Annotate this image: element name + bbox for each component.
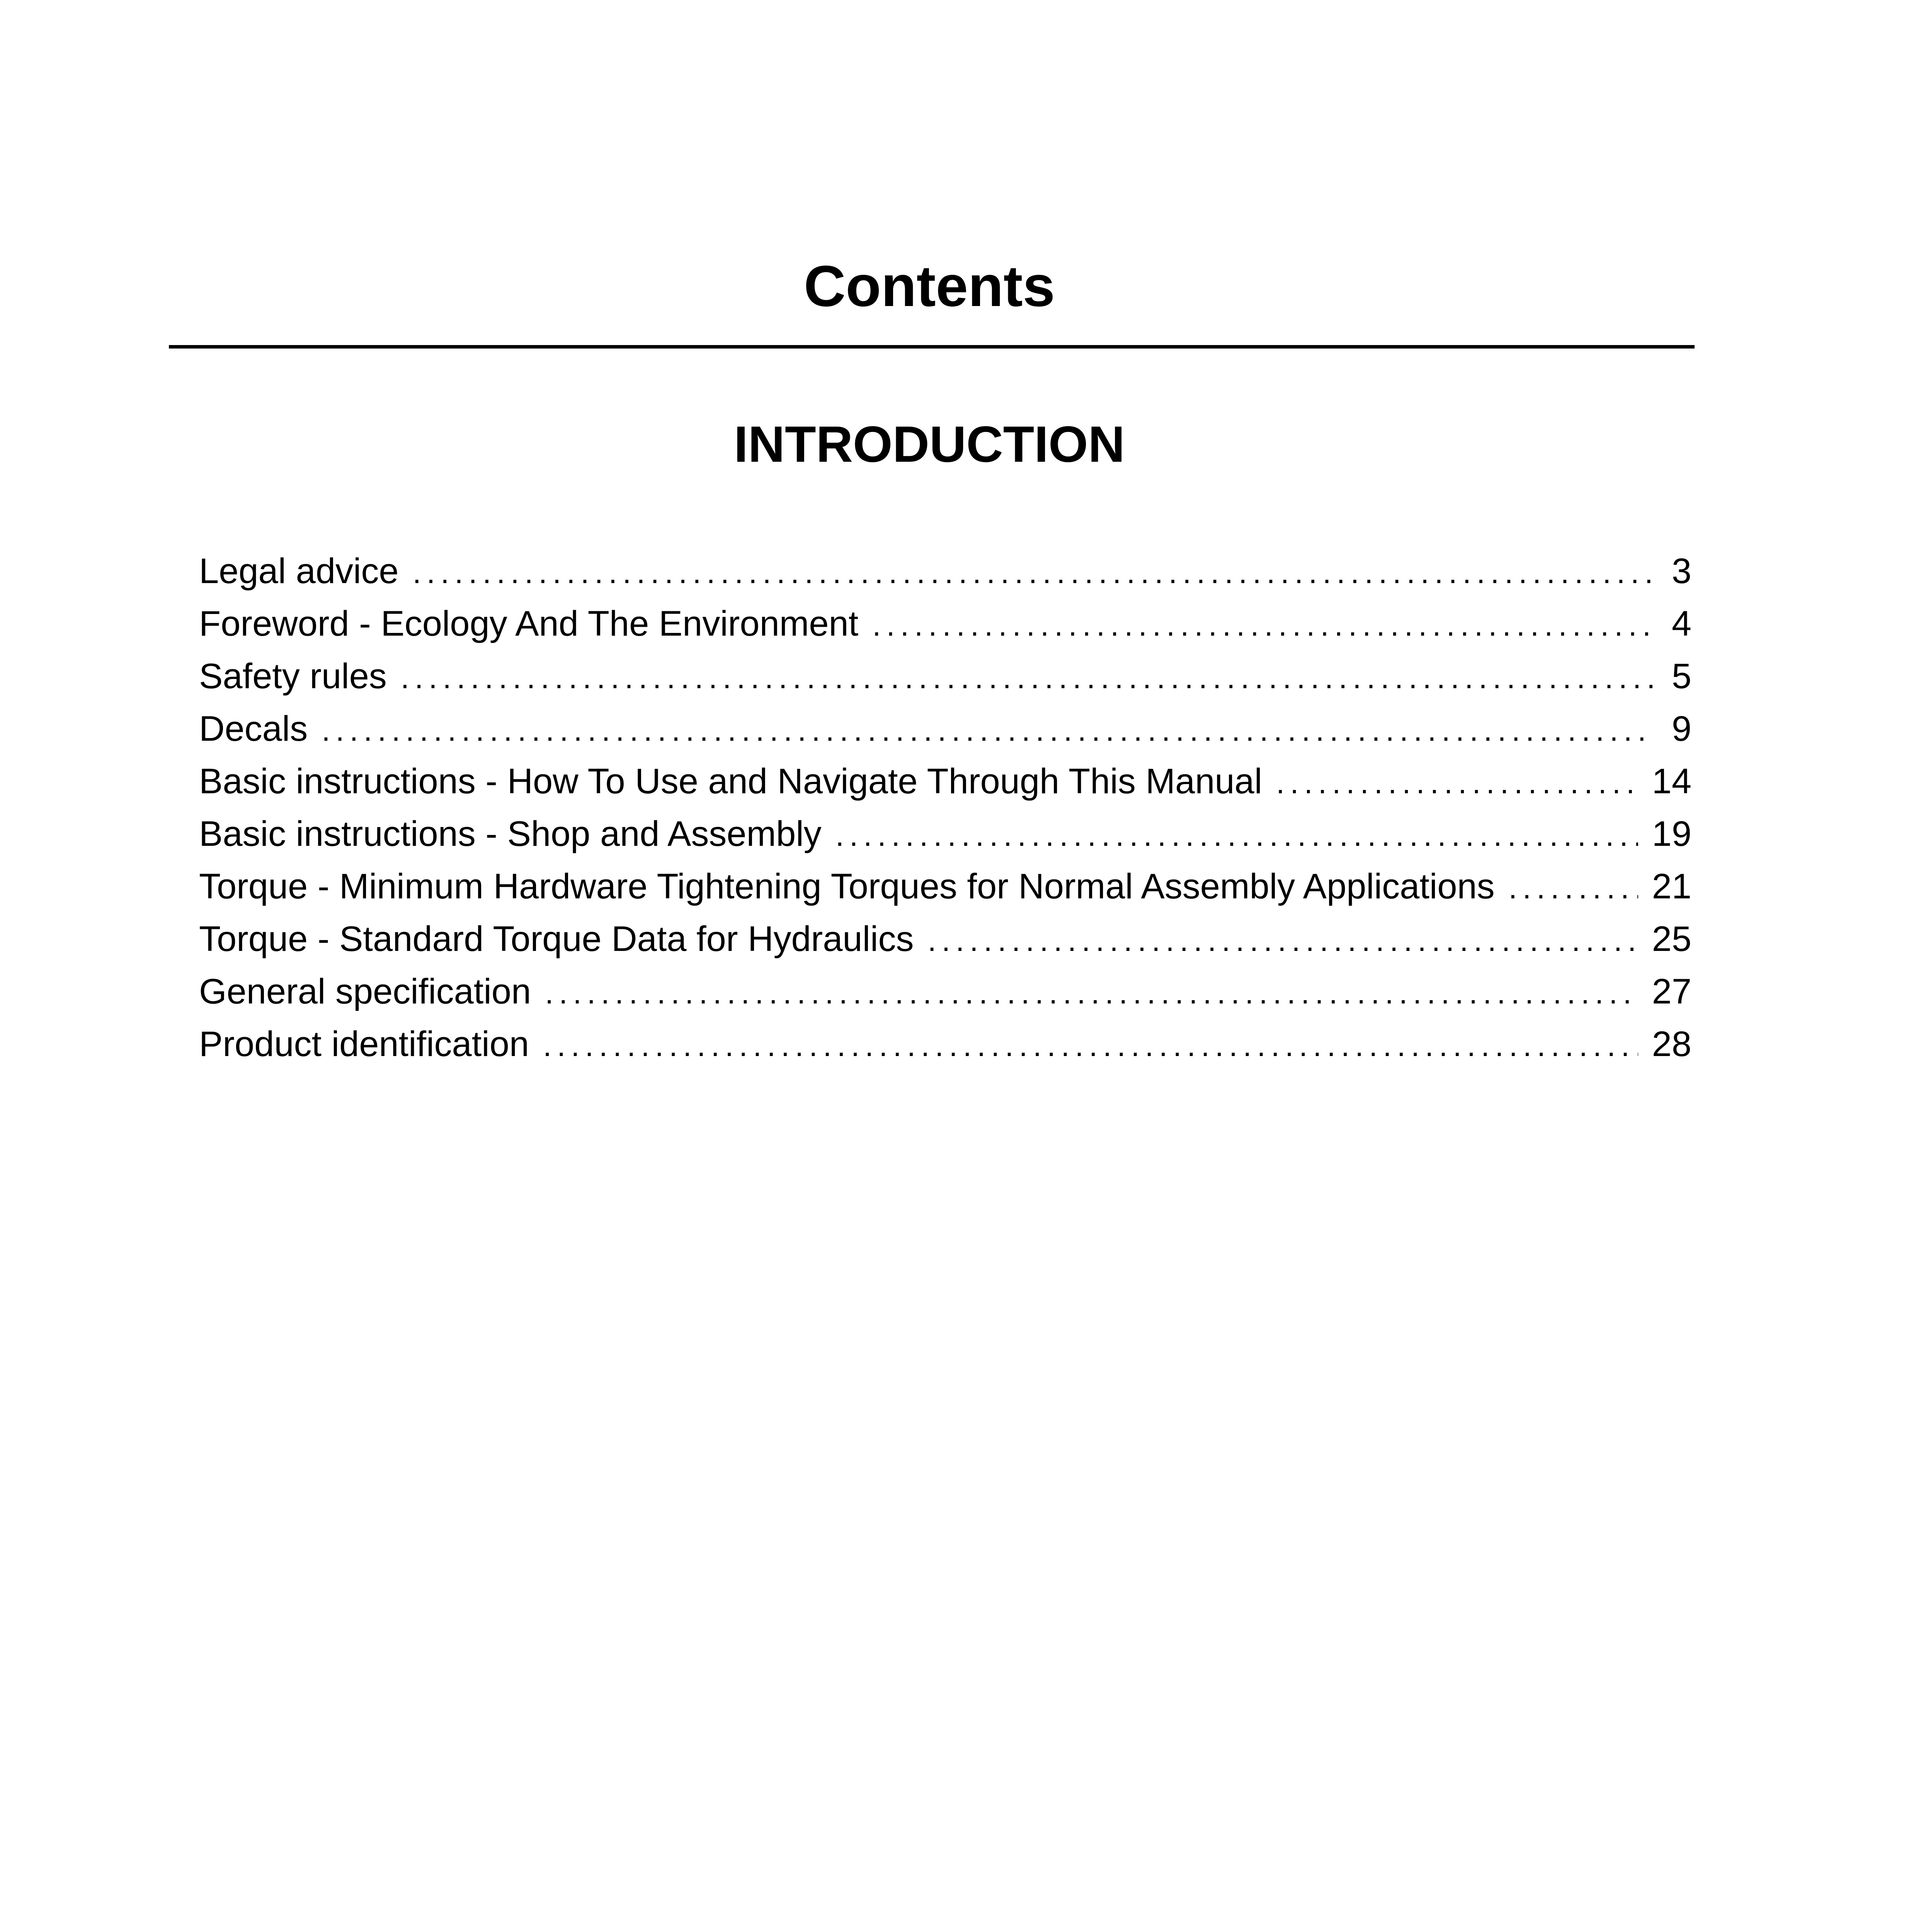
toc-entry-label: Torque - Standard Torque Data for Hydraulics: [199, 919, 914, 959]
toc-entry-page: 21: [1652, 867, 1691, 906]
page-title: Contents: [804, 253, 1055, 318]
toc-leader-dots: [835, 809, 1638, 862]
toc-leader-dots: [872, 599, 1654, 651]
section-title: INTRODUCTION: [734, 416, 1125, 473]
toc-leader-dots: [322, 704, 1654, 757]
toc-entry-label: Product identification: [199, 1024, 529, 1064]
toc-entry-foreword[interactable]: [199, 597, 1691, 650]
toc-entry-decals[interactable]: [199, 702, 1691, 755]
toc-entry-page: 28: [1652, 1024, 1691, 1064]
toc-entry-label: Basic instructions - Shop and Assembly: [199, 814, 822, 854]
toc-entry-page: 4: [1671, 604, 1691, 643]
toc-leader-dots: [927, 914, 1638, 967]
toc-entry-page: 19: [1652, 814, 1691, 854]
table-of-contents: [199, 545, 1691, 1070]
title-divider: [169, 345, 1695, 349]
toc-entry-legal-advice[interactable]: [199, 545, 1691, 597]
toc-leader-dots: [545, 967, 1638, 1019]
toc-entry-label: Basic instructions - How To Use and Navigate Through This Manual: [199, 762, 1263, 801]
toc-leader-dots: [1509, 862, 1638, 914]
toc-entry-torque-minimum[interactable]: [199, 860, 1691, 913]
toc-entry-page: 5: [1671, 656, 1691, 696]
toc-entry-page: 25: [1652, 919, 1691, 959]
toc-entry-label: Decals: [199, 709, 308, 748]
toc-leader-dots: [413, 546, 1654, 599]
toc-entry-label: General specification: [199, 972, 531, 1011]
toc-entry-basic-instructions-navigate[interactable]: [199, 755, 1691, 808]
toc-entry-torque-hydraulics[interactable]: [199, 913, 1691, 965]
toc-entry-general-specification[interactable]: [199, 965, 1691, 1018]
toc-entry-label: Torque - Minimum Hardware Tightening Torques for Normal Assembly Applications: [199, 867, 1495, 906]
toc-entry-label: Safety rules: [199, 656, 387, 696]
toc-leader-dots: [543, 1019, 1638, 1072]
toc-entry-safety-rules[interactable]: [199, 650, 1691, 702]
toc-leader-dots: [1276, 757, 1638, 809]
toc-entry-page: 3: [1671, 551, 1691, 591]
toc-entry-basic-instructions-shop[interactable]: [199, 808, 1691, 860]
toc-entry-page: 14: [1652, 762, 1691, 801]
toc-entry-page: 9: [1671, 709, 1691, 748]
toc-entry-label: Foreword - Ecology And The Environment: [199, 604, 859, 643]
toc-entry-product-identification[interactable]: [199, 1018, 1691, 1070]
toc-entry-page: 27: [1652, 972, 1691, 1011]
toc-entry-label: Legal advice: [199, 551, 399, 591]
toc-leader-dots: [401, 651, 1654, 704]
